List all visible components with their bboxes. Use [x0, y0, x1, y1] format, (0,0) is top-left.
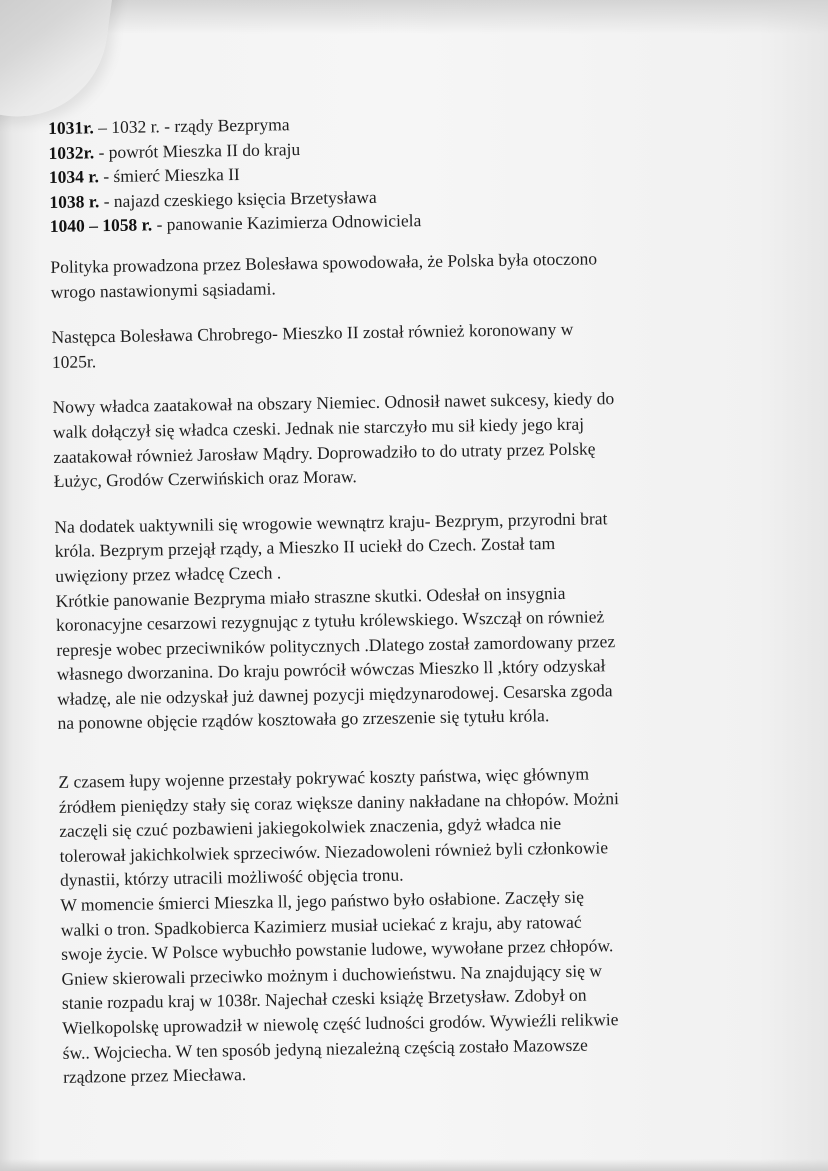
text-line: Nowy władca zaatakował na obszary Niemiec. Odnosił nawet sukcesy, kiedy do	[52, 388, 615, 418]
text-line: walki o tron. Spadkobierca Kazimierz musiał uciekać z kraju, aby ratować	[60, 911, 582, 940]
timeline-event: - śmierć Mieszka II	[98, 164, 240, 187]
text-line: Z czasem łupy wojenne przestały pokrywać koszty państwa, więc głównym	[58, 763, 590, 792]
text-line: walk dołączył się władca czeski. Jednak nie starczyło mu sił kiedy jego kraj	[52, 413, 585, 442]
paragraph-crisis	[58, 758, 798, 1089]
text-line: Gniew skierowali przeciwko możnym i duchowieństwu. Na znajdujący się w	[61, 960, 603, 989]
text-line: uwięziony przez władcę Czech .	[55, 562, 282, 586]
timeline-event: – 1032 r. - rządy Bezpryma	[93, 114, 290, 138]
text-line: zaczęli się czuć pozbawieni jakiegokolwiek znaczenia, gdyż władca nie	[59, 813, 562, 842]
text-line: Krótkie panowanie Bezpryma miało straszne skutki. Odesłał on insygnia	[55, 582, 566, 611]
timeline-event: - najazd czeskiego księcia Brzetysława	[99, 186, 377, 211]
text-line: własnego dworzanina. Do kraju powrócił wówczas Mieszko ll ,który odzyskał	[56, 655, 606, 685]
text-line: króla. Bezprym przejął rządy, a Mieszko II uciekł do Czech. Został tam	[54, 533, 556, 562]
timeline-event: - panowanie Kazimierza Odnowiciela	[151, 210, 422, 235]
text-line: Następca Bolesława Chrobrego- Mieszko II został również koronowany w	[51, 318, 574, 348]
text-line: rządzone przez Miecława.	[62, 1064, 247, 1088]
text-line: 1025r.	[51, 351, 97, 372]
text-line: św.. Wojciecha. W ten sposób jedyną niezależną częścią zostało Mazowsze	[62, 1034, 588, 1063]
page-bottom-edge	[0, 1159, 828, 1171]
timeline-date: 1040 – 1058 r.	[49, 214, 153, 237]
text-line: Polityka prowadzona przez Bolesława spowodowała, że Polska była otoczono	[50, 248, 598, 277]
document-text	[48, 104, 799, 1110]
text-line: dynastii, którzy utracili możliwość objęcia tronu.	[59, 864, 404, 891]
timeline-date: 1038 r.	[49, 190, 100, 212]
text-line: Łużyc, Grodów Czerwińskich oraz Moraw.	[53, 466, 357, 492]
folded-page-corner	[0, 0, 115, 128]
text-line: na ponowne objęcie rządów kosztowała go zrzeszenie się tytułu króla.	[57, 705, 550, 734]
timeline-event: - powrót Mieszka II do kraju	[93, 138, 301, 162]
timeline-date: 1031r.	[48, 117, 94, 138]
text-line: Na dodatek uaktywnili się wrogowie wewnątrz kraju- Bezprym, przyrodni brat	[54, 507, 608, 537]
paragraph-bezprym	[54, 503, 792, 736]
text-line: stanie rozpadu kraj w 1038r. Najechał czeski książę Brzetysław. Zdobył on	[61, 985, 587, 1014]
timeline-list	[48, 104, 785, 238]
text-line: zaatakował również Jarosław Mądry. Doprowadziło to do utraty przez Polskę	[53, 437, 596, 467]
text-line: wrogo nastawionymi sąsiadami.	[50, 278, 276, 302]
text-line: W momencie śmierci Mieszka ll, jego państwo było osłabione. Zaczęły się	[60, 886, 585, 915]
text-line: represje wobec przeciwników politycznych .Dlatego został zamordowany przez	[56, 630, 616, 660]
page-top-shadow	[0, 0, 828, 34]
paragraph-successor	[51, 314, 787, 375]
timeline-date: 1032r.	[48, 141, 95, 163]
paragraph-politics	[50, 243, 786, 304]
timeline-date: 1034 r.	[48, 166, 100, 188]
text-line: swoje życie. W Polsce wybuchło powstanie ludowe, wywołane przez chłopów.	[61, 935, 614, 965]
text-line: Wielkopolskę uprowadził w niewolę część ludności grodów. Wywieźli relikwie	[62, 1009, 619, 1038]
text-line: koronacyjne cesarzowi rezygnując z tytułu królewskiego. Wszczął on również	[55, 606, 605, 636]
text-line: źródłem pieniędzy stały się coraz większe daniny nakładane na chłopów. Możni	[58, 787, 620, 817]
text-line: władzę, ale nie odzyskał już dawnej pozycji międzynarodowej. Cesarska zgoda	[56, 680, 613, 709]
text-line: tolerował jakichkolwiek sprzeciwów. Niezadowoleni również byli członkowie	[59, 837, 609, 866]
paragraph-new-ruler	[52, 384, 788, 494]
